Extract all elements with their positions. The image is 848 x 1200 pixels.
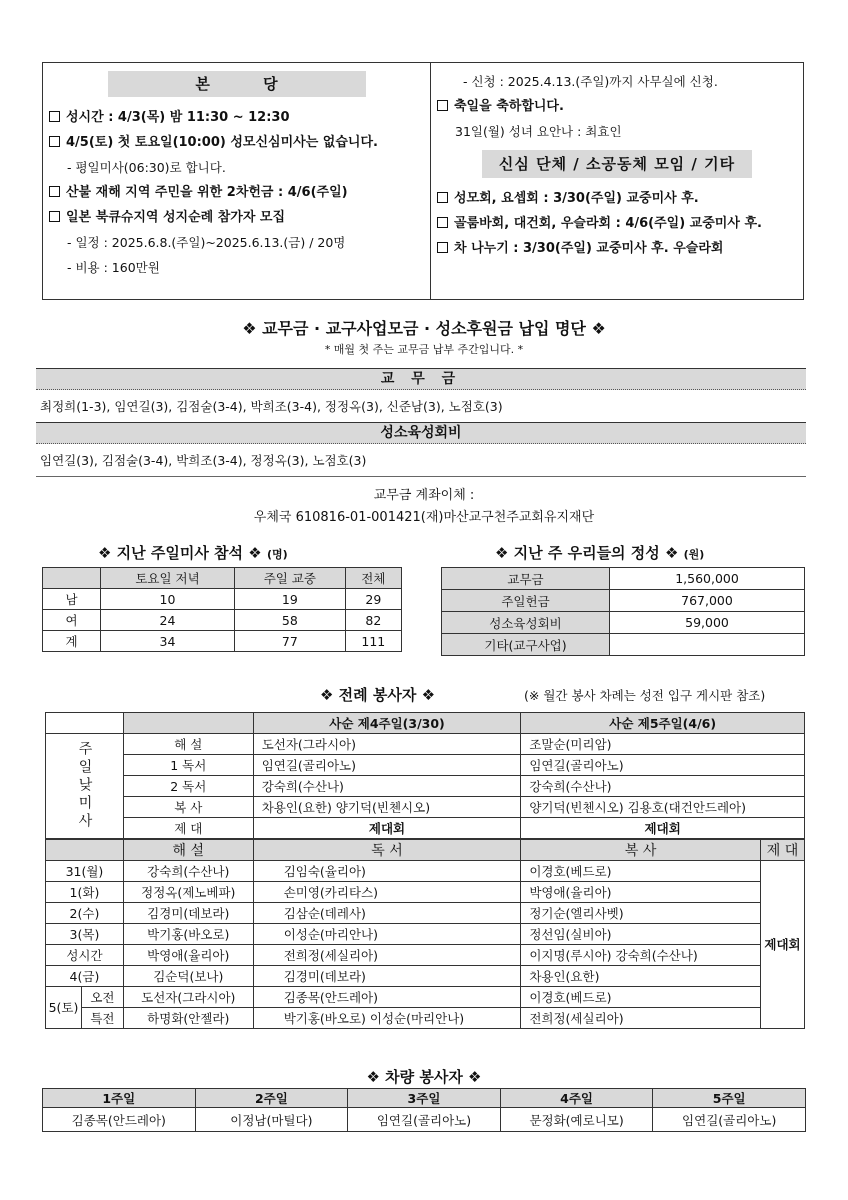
name-cell: 김순덕(보나) [123, 965, 253, 986]
att-cell: 29 [345, 589, 401, 610]
notice-text: 4/5(토) 첫 토요일(10:00) 성모신심미사는 없습니다. [66, 135, 378, 150]
notice-item [49, 105, 424, 130]
divider [36, 476, 806, 477]
name-cell: 제대회 [521, 818, 805, 839]
week-header: 1주일 [43, 1089, 196, 1108]
checkbox-icon [437, 217, 448, 228]
att-header [43, 568, 101, 589]
att-cell: 111 [345, 631, 401, 652]
notice-item [437, 186, 797, 211]
name-cell: 김임숙(율리아) [253, 860, 521, 881]
off-value: 59,000 [610, 612, 805, 634]
account-number: 우체국 610816-01-001421(재)마산교구천주교회유지재단 [253, 510, 595, 525]
name-cell: 차용인(요한) [521, 965, 761, 986]
name-cell: 도선자(그라시아) [123, 986, 253, 1007]
name-cell: 박기홍(바오로) [123, 923, 253, 944]
weekday-header: 독 서 [253, 839, 521, 861]
apply-line: - 신청 : 2025.4.13.(주일)까지 사무실에 신청. [463, 74, 718, 89]
offering-table [441, 567, 805, 656]
liturgy-title: ❖ 전례 봉사자 ❖ [320, 686, 436, 704]
blank-cell [123, 713, 253, 734]
name-cell: 김경미(데보라) [123, 902, 253, 923]
table-row [46, 797, 805, 818]
off-label: 교무금 [442, 568, 610, 590]
att-header: 전체 [345, 568, 401, 589]
att-cell: 58 [235, 610, 346, 631]
sunday-mass-label: 주일낮미사 [46, 734, 124, 839]
parish-header: 본 당 [108, 71, 366, 97]
table-row [442, 568, 805, 590]
name-cell: 김경미(데보라) [253, 965, 521, 986]
account-label: 교무금 계좌이체 : [373, 488, 475, 503]
name-cell: 임연길(골리아노) [521, 755, 805, 776]
table-row [46, 734, 805, 755]
name-cell: 강숙희(수산나) [123, 860, 253, 881]
week-header: 4주일 [500, 1089, 653, 1108]
notice-text: 골룸바회, 대건회, 우슬라회 : 4/6(주일) 교중미사 후. [454, 216, 762, 231]
table-row [46, 755, 805, 776]
table-row [43, 631, 402, 652]
notice-subitem: - 비용 : 160만원 [67, 260, 160, 275]
name-cell: 강숙희(수산나) [521, 776, 805, 797]
liturgy-note: (※ 월간 봉사 차례는 성전 입구 게시판 참조) [524, 688, 766, 703]
checkbox-icon [437, 242, 448, 253]
table-row [442, 612, 805, 634]
donation-title: ❖ 교무금 · 교구사업모금 · 성소후원금 납입 명단 ❖ [242, 319, 606, 338]
driver-cell: 문정화(예로니모) [500, 1108, 653, 1132]
notice-text: 산불 재해 지역 주민을 위한 2차헌금 : 4/6(주일) [66, 185, 348, 200]
offering-unit: (원) [683, 548, 705, 561]
att-cell: 24 [101, 610, 235, 631]
name-cell: 양기덕(빈첸시오) 김용호(대건안드레아) [521, 797, 805, 818]
table-row [46, 986, 805, 1007]
celebrate-sub: 31일(월) 성녀 요안나 : 최효인 [455, 124, 622, 139]
notice-item [49, 180, 424, 205]
name-cell: 김삼순(데레사) [253, 902, 521, 923]
role-cell: 제 대 [123, 818, 253, 839]
celebrate-item [437, 94, 797, 119]
day-cell: 5(토) [46, 986, 82, 1028]
role-cell: 해 설 [123, 734, 253, 755]
notice-item [437, 236, 797, 261]
vehicle-table [42, 1088, 806, 1132]
checkbox-icon [49, 211, 60, 222]
driver-cell: 임연길(골리아노) [348, 1108, 501, 1132]
name-cell: 박기홍(바오로) 이성순(마리안나) [253, 1007, 521, 1028]
att-cell: 82 [345, 610, 401, 631]
table-row [46, 776, 805, 797]
off-label: 기타(교구사업) [442, 634, 610, 656]
mass-type-cell: 특전 [81, 1007, 123, 1028]
notice-text: 차 나누기 : 3/30(주일) 교중미사 후. 우슬라회 [454, 241, 724, 256]
off-label: 성소육성회비 [442, 612, 610, 634]
vehicle-title: ❖ 차량 봉사자 ❖ [366, 1068, 482, 1086]
att-cell: 계 [43, 631, 101, 652]
parish-notices [43, 63, 431, 299]
offering-title-text: ❖ 지난 주 우리들의 정성 ❖ [495, 544, 679, 562]
altar-cell: 제대회 [761, 860, 805, 1028]
table-row [442, 590, 805, 612]
day-cell: 2(수) [46, 902, 124, 923]
driver-cell: 임연길(골리아노) [653, 1108, 806, 1132]
notice-item [437, 211, 797, 236]
name-cell: 정정옥(제노베파) [123, 881, 253, 902]
notice-text: 일본 북큐슈지역 성지순례 참가자 모집 [66, 210, 286, 225]
day-cell: 31(월) [46, 860, 124, 881]
blank-cell [46, 713, 124, 734]
checkbox-icon [437, 100, 448, 111]
table-row [46, 818, 805, 839]
mass-type-cell: 오전 [81, 986, 123, 1007]
checkbox-icon [49, 111, 60, 122]
name-cell: 정기순(엘리사벳) [521, 902, 761, 923]
role-cell: 2 독서 [123, 776, 253, 797]
weekday-header: 제 대 [761, 839, 805, 861]
att-cell: 남 [43, 589, 101, 610]
name-cell: 김종목(안드레아) [253, 986, 521, 1007]
name-cell: 조말순(미리암) [521, 734, 805, 755]
day-cell: 4(금) [46, 965, 124, 986]
name-cell: 하명화(안젤라) [123, 1007, 253, 1028]
notice-text: 성모회, 요셉회 : 3/30(주일) 교중미사 후. [454, 191, 699, 206]
group-notices [431, 63, 803, 299]
name-cell: 박영애(율리아) [123, 944, 253, 965]
name-cell: 차용인(요한) 양기덕(빈첸시오) [253, 797, 521, 818]
notice-item [49, 130, 424, 155]
att-cell: 77 [235, 631, 346, 652]
off-value: 767,000 [610, 590, 805, 612]
att-header: 토요일 저녁 [101, 568, 235, 589]
name-cell: 전희정(세실리아) [253, 944, 521, 965]
off-value [610, 634, 805, 656]
gyomu-band: 교 무 금 [36, 368, 806, 390]
table-row [442, 634, 805, 656]
attendance-unit: (명) [266, 548, 288, 561]
name-cell: 이경호(베드로) [521, 860, 761, 881]
table-row [46, 923, 805, 944]
attendance-title-text: ❖ 지난 주일미사 참석 ❖ [98, 544, 262, 562]
table-row [46, 902, 805, 923]
notice-text: 성시간 : 4/3(목) 밤 11:30 ~ 12:30 [66, 110, 290, 125]
checkbox-icon [49, 186, 60, 197]
role-cell: 복 사 [123, 797, 253, 818]
notice-text: 축일을 축하합니다. [454, 99, 564, 114]
name-cell: 도선자(그라시아) [253, 734, 521, 755]
name-cell: 전희정(세실리아) [521, 1007, 761, 1028]
day-cell: 3(목) [46, 923, 124, 944]
notice-box [42, 62, 804, 300]
off-value: 1,560,000 [610, 568, 805, 590]
name-cell: 제대회 [253, 818, 521, 839]
day-cell: 성시간 [46, 944, 124, 965]
name-cell: 정선임(실비아) [521, 923, 761, 944]
donation-note: * 매월 첫 주는 교무금 납부 주간입니다. * [324, 343, 524, 356]
group-header: 신심 단체 / 소공동체 모임 / 기타 [482, 150, 752, 178]
week-header: 5주일 [653, 1089, 806, 1108]
gyomu-names: 최정희(1-3), 임연길(3), 김점술(3-4), 박희조(3-4), 정정옥(3), 신준남(3), 노점호(3) [40, 399, 503, 414]
role-cell: 1 독서 [123, 755, 253, 776]
table-row [46, 860, 805, 881]
name-cell: 이지명(루시아) 강숙희(수산나) [521, 944, 761, 965]
liturgy-table [45, 712, 805, 1029]
attendance-title [98, 542, 288, 563]
attendance-table [42, 567, 402, 652]
table-row [43, 610, 402, 631]
seongso-names: 임연길(3), 김점술(3-4), 박희조(3-4), 정정옥(3), 노점호(3) [40, 453, 367, 468]
driver-cell: 김종목(안드레아) [43, 1108, 196, 1132]
checkbox-icon [49, 136, 60, 147]
att-cell: 34 [101, 631, 235, 652]
driver-cell: 이정남(마틸다) [195, 1108, 348, 1132]
att-cell: 10 [101, 589, 235, 610]
week-header: 3주일 [348, 1089, 501, 1108]
weekday-header: 복 사 [521, 839, 761, 861]
off-label: 주일헌금 [442, 590, 610, 612]
att-cell: 여 [43, 610, 101, 631]
col-sunday4: 사순 제4주일(3/30) [253, 713, 521, 734]
notice-subitem: - 평일미사(06:30)로 합니다. [67, 160, 226, 175]
seongso-band: 성소육성회비 [36, 422, 806, 444]
att-cell: 19 [235, 589, 346, 610]
table-row [46, 881, 805, 902]
att-header: 주일 교중 [235, 568, 346, 589]
col-sunday5: 사순 제5주일(4/6) [521, 713, 805, 734]
blank-cell [46, 839, 124, 861]
name-cell: 이성순(마리안나) [253, 923, 521, 944]
table-row [46, 944, 805, 965]
notice-item [49, 205, 424, 230]
table-row [46, 1007, 805, 1028]
weekday-header: 해 설 [123, 839, 253, 861]
name-cell: 손미영(카리타스) [253, 881, 521, 902]
notice-subitem: - 일정 : 2025.6.8.(주일)~2025.6.13.(금) / 20명 [67, 235, 346, 250]
name-cell: 임연길(골리아노) [253, 755, 521, 776]
week-header: 2주일 [195, 1089, 348, 1108]
day-cell: 1(화) [46, 881, 124, 902]
name-cell: 강숙희(수산나) [253, 776, 521, 797]
checkbox-icon [437, 192, 448, 203]
name-cell: 박영애(율리아) [521, 881, 761, 902]
table-row [43, 589, 402, 610]
table-row [46, 965, 805, 986]
offering-title [495, 542, 704, 563]
name-cell: 이경호(베드로) [521, 986, 761, 1007]
table-row [43, 1108, 806, 1132]
